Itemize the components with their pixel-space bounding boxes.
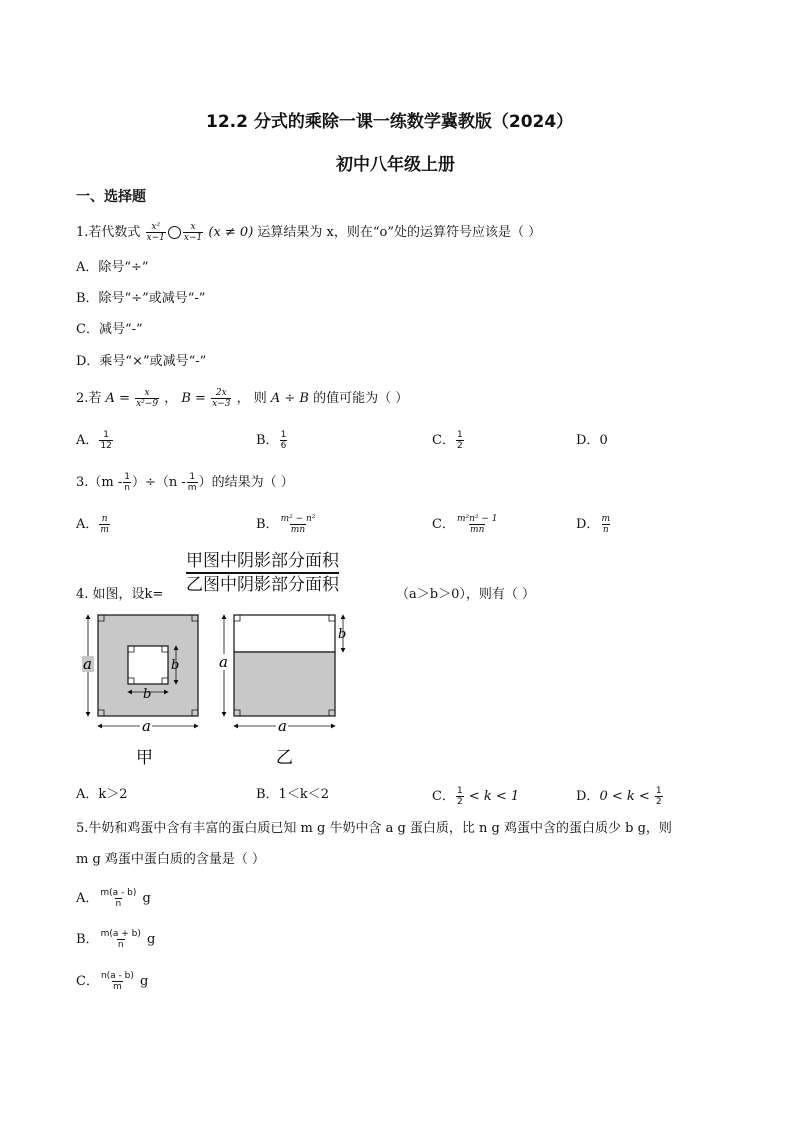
q3-option-b[interactable]: B． $\frac{\text{m² − n²}}{mn}$ (256, 514, 316, 535)
q2-b-lhs: B = (181, 391, 206, 406)
q1-prefix: 1.若代数式 (76, 225, 141, 240)
q5-option-c[interactable]: C． $\frac{n(a - b)}{m}$ g (76, 971, 149, 992)
q4-option-a[interactable]: A．k＞2 (76, 787, 128, 802)
document-subtitle: 初中八年级上册 (336, 155, 455, 175)
jia-inner-b-vertical: b (171, 658, 180, 673)
q5-stem-line2: m g 鸡蛋中蛋白质的含量是（ ） (76, 852, 266, 867)
q2-separator: ， (164, 391, 178, 406)
q1-suffix: 运算结果为 x，则在“o”处的运算符号应该是（ ） (257, 225, 542, 240)
jia-bottom-a: a (142, 717, 151, 735)
yi-bottom-a: a (278, 717, 287, 735)
q2-option-d[interactable]: D．0 (576, 433, 608, 448)
q2-then: ， 则 (236, 391, 267, 406)
q1-option-d[interactable]: D．乘号“×”或减号“-” (76, 354, 207, 369)
q3-option-c[interactable]: C． $\frac{\text{m²n² − 1}}{mn}$ (432, 514, 498, 535)
shaded-rectangle (234, 652, 335, 716)
q2-suffix: 的值可能为（ ） (313, 391, 409, 406)
q4-prefix: 4. 如图，设k= (76, 587, 164, 602)
q2-expression: A ÷ B (270, 391, 309, 406)
q4-suffix: （a＞b＞0），则有（ ） (396, 587, 535, 602)
q2-prefix: 2.若 (76, 391, 102, 406)
yi-left-a: a (219, 653, 228, 671)
figure-jia (76, 606, 216, 768)
operator-circle-icon (168, 226, 181, 239)
q2-option-a[interactable]: A． $\frac{1}{12}$ (76, 430, 112, 451)
q1-condition: (x ≠ 0) (208, 225, 254, 240)
q1-fraction-1: $\frac{\text{x²}}{x-1}$ (146, 222, 165, 243)
figure-yi-caption: 乙 (276, 748, 293, 768)
q2-b-fraction: $\frac{2x}{x-3}$ (212, 388, 231, 409)
q2-a-fraction: $\frac{x}{\text{x²−9}}$ (136, 388, 159, 409)
q2-option-b[interactable]: B． $\frac{1}{6}$ (256, 430, 287, 451)
jia-left-a: a (83, 655, 92, 673)
figure-jia-caption: 甲 (136, 748, 153, 768)
k-numerator: 甲图中阴影部分面积 (186, 551, 339, 571)
q1-option-c[interactable]: C．减号“-” (76, 322, 143, 337)
q4-k-fraction (186, 550, 339, 596)
q5-option-b[interactable]: B． $\frac{m(a + b)}{n}$ g (76, 929, 156, 950)
yi-right-b: b (338, 627, 347, 642)
q5-stem-line1: 5.牛奶和鸡蛋中含有丰富的蛋白质已知 m g 牛奶中含 a g 蛋白质，比 n g 鸡蛋中含的蛋白质少 b g，则 (76, 821, 672, 836)
jia-inner-b-horizontal: b (143, 687, 152, 702)
question-1-stem (76, 222, 541, 243)
q2-a-lhs: A = (105, 391, 130, 406)
figure-yi (214, 606, 362, 768)
q1-fraction-2: $\frac{x}{x-1}$ (183, 222, 203, 243)
question-3-stem: 3.（m - $\frac{1}{n}$ ）÷（n - $\frac{1}{m}$ ）的结果为（ ） (76, 472, 294, 493)
q1-option-a[interactable]: A．除号“÷” (76, 260, 149, 275)
section-heading: 一、选择题 (76, 189, 146, 205)
q3-option-d[interactable]: D． $\frac{m}{n}$ (576, 514, 610, 535)
document-title: 12.2 分式的乘除一课一练数学冀教版（2024） (206, 112, 574, 132)
q5-option-a[interactable]: A． $\frac{m(a - b)}{n}$ g (76, 888, 151, 909)
q4-option-b[interactable]: B．1＜k＜2 (256, 787, 329, 802)
q4-option-c[interactable]: C． $\frac{1}{2}$ < k < 1 (432, 786, 520, 807)
q1-option-b[interactable]: B．除号“÷”或减号“-” (76, 291, 206, 306)
question-2-stem (76, 388, 408, 409)
k-denominator: 乙图中阴影部分面积 (186, 572, 339, 596)
q4-option-d[interactable]: D．0 < k < $\frac{1}{2}$ (576, 786, 662, 807)
top-rectangle (234, 615, 335, 652)
q2-option-c[interactable]: C． $\frac{1}{2}$ (432, 430, 463, 451)
q3-option-a[interactable]: A． $\frac{n}{m}$ (76, 514, 109, 535)
